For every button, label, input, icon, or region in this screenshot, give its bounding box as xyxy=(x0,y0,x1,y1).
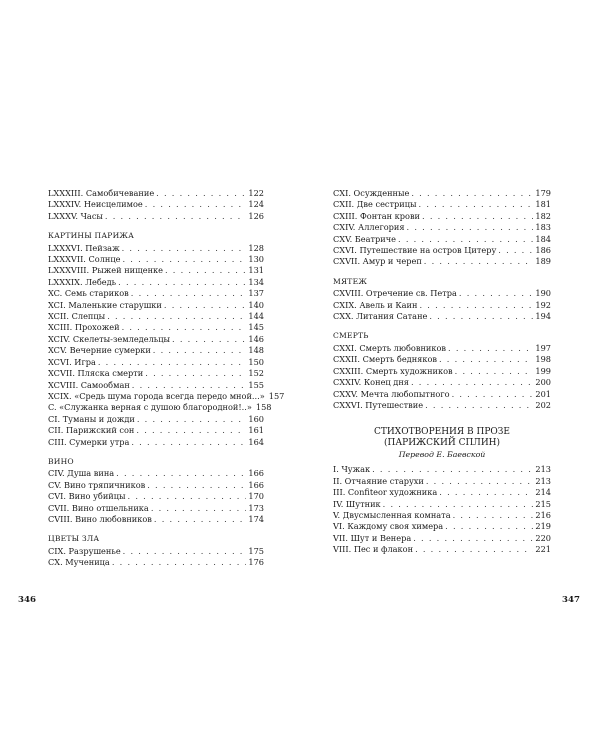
toc-leader-dots xyxy=(131,437,246,448)
toc-entry-title: LXXXIX. Лебедь xyxy=(48,276,117,287)
toc-entry xyxy=(48,288,264,299)
toc-entry-title: XCVII. Пляска смерти xyxy=(48,368,144,379)
toc-entry xyxy=(48,514,264,525)
toc-entry xyxy=(333,499,551,510)
toc-leader-dots xyxy=(455,366,534,377)
toc-leader-dots xyxy=(411,188,533,199)
toc-entry xyxy=(333,389,551,400)
toc-entry xyxy=(48,311,264,322)
toc-entry xyxy=(333,476,551,487)
toc-leader-dots xyxy=(453,510,534,521)
toc-section-heading: СМЕРТЬ xyxy=(333,331,369,341)
toc-entry xyxy=(48,425,264,436)
toc-leader-dots xyxy=(498,245,533,256)
toc-entry-title: CXIV. Аллегория xyxy=(333,222,405,233)
toc-leader-dots xyxy=(123,546,247,557)
toc-entry-page: 220 xyxy=(535,532,551,543)
toc-entry-page: 130 xyxy=(248,254,264,265)
toc-entry-title: IV. Шутник xyxy=(333,498,381,509)
toc-entry-title: XCIX. «Средь шума города всегда передо мной...» xyxy=(48,390,265,401)
toc-entry xyxy=(48,491,264,502)
toc-entry-page: 189 xyxy=(535,256,551,267)
toc-leader-dots xyxy=(145,199,247,210)
toc-entry xyxy=(333,510,551,521)
toc-entry xyxy=(333,256,551,267)
toc-leader-dots xyxy=(116,468,246,479)
toc-leader-dots xyxy=(372,464,533,475)
toc-leader-dots xyxy=(122,322,247,333)
toc-entry xyxy=(333,354,551,365)
toc-entry-title: I. Чужак xyxy=(333,464,371,475)
toc-entry-page: 161 xyxy=(248,425,264,436)
toc-entry-title: VI. Каждому своя химера xyxy=(333,521,444,532)
toc-entry xyxy=(333,234,551,245)
toc-entry xyxy=(333,343,551,354)
toc-entry-page: 174 xyxy=(248,513,264,524)
toc-entry-page: 140 xyxy=(248,299,264,310)
toc-entry-page: 124 xyxy=(248,199,264,210)
toc-entry-title: CXXIV. Конец дня xyxy=(333,377,409,388)
toc-entry-title: LXXXIII. Самобичевание xyxy=(48,188,155,198)
toc-entry-page: 190 xyxy=(535,288,551,299)
toc-entry-title: III. Confiteor художника xyxy=(333,487,438,498)
toc-section xyxy=(48,533,264,568)
toc-entry-page: 176 xyxy=(248,557,264,568)
toc-leader-dots xyxy=(118,277,246,288)
toc-leader-dots xyxy=(137,414,246,425)
toc-entry-title: CX. Мученица xyxy=(48,557,110,568)
right-page xyxy=(333,188,551,556)
toc-entry-title: XCIII. Прохожей xyxy=(48,322,120,333)
toc-entry-title: XCVIII. Самообман xyxy=(48,379,130,390)
toc-section xyxy=(333,330,551,411)
toc-entry-title: XC. Семь стариков xyxy=(48,288,129,299)
toc-entry-page: 166 xyxy=(248,479,264,490)
toc-leader-dots xyxy=(153,345,247,356)
toc-entry-title: CXVII. Амур и череп xyxy=(333,256,422,267)
toc-entry-page: 183 xyxy=(535,222,551,233)
left-page xyxy=(48,188,285,577)
toc-leader-dots xyxy=(145,368,246,379)
toc-entry-page: 175 xyxy=(248,545,264,556)
page-number-right: 347 xyxy=(562,595,580,605)
toc-entry-page: 122 xyxy=(248,188,264,198)
toc-entry-title: VII. Шут и Венера xyxy=(333,532,412,543)
toc-entry-title: CXXV. Мечта любопытного xyxy=(333,388,450,399)
toc-entry-page: 201 xyxy=(535,388,551,399)
toc-leader-dots xyxy=(154,514,246,525)
toc-leader-dots xyxy=(107,311,246,322)
toc-entry-page: 184 xyxy=(535,233,551,244)
toc-entry-page: 200 xyxy=(535,377,551,388)
toc-leader-dots xyxy=(424,256,534,267)
toc-entry-title: CXXI. Смерть любовников xyxy=(333,342,447,353)
toc-entry-page: 219 xyxy=(535,521,551,532)
toc-leader-dots xyxy=(131,288,247,299)
toc-entry-title: CXVI. Путешествие на остров Цитеру xyxy=(333,245,497,256)
toc-leader-dots xyxy=(383,499,534,510)
toc-leader-dots xyxy=(122,254,246,265)
toc-entry-title: CI. Туманы и дожди xyxy=(48,413,135,424)
toc-entry xyxy=(48,468,264,479)
toc-entry-title: CIX. Разрушенье xyxy=(48,545,121,556)
toc-leader-dots xyxy=(164,300,246,311)
prose-translator: Перевод Е. Баевской xyxy=(398,450,486,460)
prose-title-line1: СТИХОТВОРЕНИЯ В ПРОЗЕ xyxy=(374,427,510,438)
page-number-left: 346 xyxy=(18,595,36,605)
toc-entry xyxy=(48,357,264,368)
toc-entry-title: XCII. Слепцы xyxy=(48,311,106,322)
toc-entry xyxy=(333,487,551,498)
toc-entry xyxy=(333,464,551,475)
toc-leader-dots xyxy=(407,222,534,233)
toc-leader-dots xyxy=(445,521,533,532)
toc-entry xyxy=(48,546,264,557)
toc-entry-title: CXIII. Фонтан крови xyxy=(333,210,421,221)
toc-entry xyxy=(48,437,264,448)
toc-entry xyxy=(333,400,551,411)
toc-entry-page: 131 xyxy=(248,265,264,276)
toc-leader-dots xyxy=(98,357,247,368)
toc-entry-title: V. Двусмысленная комната xyxy=(333,509,451,520)
toc-entry-page: 157 xyxy=(268,390,285,401)
toc-leader-dots xyxy=(425,400,533,411)
toc-leader-dots xyxy=(165,265,246,276)
toc-entry-title: LXXXV. Часы xyxy=(48,210,103,221)
toc-leader-dots xyxy=(128,491,247,502)
toc-entry-page: 152 xyxy=(248,368,264,379)
toc-entry xyxy=(48,277,264,288)
toc-entry xyxy=(48,211,264,222)
toc-entry-page: 197 xyxy=(535,342,551,353)
toc-entry-page: 166 xyxy=(248,468,264,479)
toc-entry xyxy=(333,377,551,388)
toc-entry xyxy=(48,300,264,311)
toc-leader-dots xyxy=(112,557,247,568)
toc-entry-page: 198 xyxy=(535,354,551,365)
toc-section xyxy=(333,188,551,268)
toc-leader-dots xyxy=(422,211,533,222)
toc-entry-page: 164 xyxy=(248,436,264,447)
toc-section xyxy=(48,230,285,448)
toc-leader-dots xyxy=(448,343,533,354)
toc-entry xyxy=(48,380,264,391)
toc-entry-page: 202 xyxy=(535,399,551,410)
toc-section-heading: ВИНО xyxy=(48,456,74,466)
toc-entry-page: 216 xyxy=(535,509,551,520)
toc-leader-dots xyxy=(105,211,246,222)
toc-leader-dots xyxy=(419,300,533,311)
toc-entry xyxy=(48,322,264,333)
toc-entry-title: LXXXVI. Пейзаж xyxy=(48,242,120,253)
toc-entry-title: CIV. Душа вина xyxy=(48,468,115,479)
toc-leader-dots xyxy=(415,544,533,555)
toc-leader-dots xyxy=(419,199,534,210)
toc-entry-title: II. Отчаяние старухи xyxy=(333,475,424,486)
toc-leader-dots xyxy=(411,377,533,388)
toc-entry-page: 199 xyxy=(535,365,551,376)
toc-section xyxy=(333,276,551,323)
toc-leader-dots xyxy=(122,243,247,254)
toc-entry-page: 221 xyxy=(535,544,551,555)
toc-entry-page: 213 xyxy=(535,475,551,486)
toc-entry-page: 192 xyxy=(535,299,551,310)
toc-entry xyxy=(333,222,551,233)
toc-leader-dots xyxy=(429,311,533,322)
toc-entry xyxy=(48,254,264,265)
toc-entry-page: 150 xyxy=(248,356,264,367)
toc-entry xyxy=(333,288,551,299)
toc-entry-page: 194 xyxy=(535,311,551,322)
toc-entry xyxy=(333,199,551,210)
toc-entry xyxy=(333,311,551,322)
toc-entry xyxy=(333,245,551,256)
toc-entry-page: 213 xyxy=(535,464,551,475)
toc-entry xyxy=(48,188,264,199)
toc-entry-title: XCIV. Скелеты-земледельцы xyxy=(48,333,171,344)
toc-entry-title: CXI. Осужденные xyxy=(333,188,410,198)
toc-entry xyxy=(333,521,551,532)
toc-entry-title: CXII. Две сестрицы xyxy=(333,199,417,210)
toc-leader-dots xyxy=(151,503,247,514)
toc-entry xyxy=(48,368,264,379)
toc-entry-title: CXX. Литания Сатане xyxy=(333,311,428,322)
toc-entry-page: 144 xyxy=(248,311,264,322)
toc-entry-page: 215 xyxy=(535,498,551,509)
toc-entry-title: CXIX. Авель и Каин xyxy=(333,299,418,310)
toc-entry xyxy=(333,533,551,544)
toc-entry-title: CXXIII. Смерть художников xyxy=(333,365,453,376)
toc-leader-dots xyxy=(156,188,246,199)
toc-entry-page: 134 xyxy=(248,276,264,287)
toc-section xyxy=(48,188,264,222)
toc-entry-page: 214 xyxy=(535,487,551,498)
toc-entry-title: VIII. Пес и флакон xyxy=(333,544,414,555)
toc-entry xyxy=(333,544,551,555)
toc-entry xyxy=(333,211,551,222)
toc-entry xyxy=(48,265,264,276)
toc-entry-page: 182 xyxy=(535,210,551,221)
toc-entry xyxy=(48,402,272,413)
toc-entry-page: 145 xyxy=(248,322,264,333)
toc-leader-dots xyxy=(413,533,533,544)
toc-entry-title: CXVIII. Отречение св. Петра xyxy=(333,288,457,299)
toc-entry xyxy=(333,300,551,311)
toc-entry xyxy=(333,188,551,199)
toc-entry xyxy=(48,390,285,402)
toc-entry xyxy=(48,557,264,568)
toc-entry-page: 160 xyxy=(248,413,264,424)
toc-entry-title: CVII. Вино отшельника xyxy=(48,502,149,513)
toc-entry-page: 181 xyxy=(535,199,551,210)
toc-entry-title: CVIII. Вино любовников xyxy=(48,513,152,524)
toc-entry-title: XCV. Вечерние сумерки xyxy=(48,345,151,356)
toc-section-heading: ЦВЕТЫ ЗЛА xyxy=(48,534,100,544)
toc-leader-dots xyxy=(439,487,533,498)
toc-leader-dots xyxy=(398,234,533,245)
toc-section xyxy=(48,456,264,525)
toc-entry-title: XCVI. Игра xyxy=(48,356,96,367)
toc-entry xyxy=(48,503,264,514)
toc-section-heading: КАРТИНЫ ПАРИЖА xyxy=(48,231,135,241)
toc-entry-title: LXXXIV. Неисцелимое xyxy=(48,199,143,210)
toc-entry-title: LXXXVII. Солнце xyxy=(48,254,121,265)
prose-section-title xyxy=(333,427,551,449)
toc-entry-title: CVI. Вино убийцы xyxy=(48,491,126,502)
toc-leader-dots xyxy=(426,476,533,487)
toc-entry-page: 179 xyxy=(535,188,551,198)
toc-section-heading: МЯТЕЖ xyxy=(333,276,368,286)
toc-entry-page: 146 xyxy=(248,333,264,344)
toc-entry xyxy=(48,414,264,425)
prose-title-line2: (ПАРИЖСКИЙ СПЛИН) xyxy=(383,438,501,449)
toc-entry-page: 155 xyxy=(248,379,264,390)
toc-leader-dots xyxy=(132,380,247,391)
toc-entry-page: 148 xyxy=(248,345,264,356)
toc-entry-page: 128 xyxy=(248,242,264,253)
toc-entry xyxy=(48,243,264,254)
toc-entry xyxy=(333,366,551,377)
toc-entry xyxy=(48,480,264,491)
toc-entry-title: CII. Парижский сон xyxy=(48,425,135,436)
toc-leader-dots xyxy=(439,354,533,365)
toc-leader-dots xyxy=(147,480,246,491)
toc-entry-page: 158 xyxy=(255,402,272,413)
toc-entry-title: LXXXVIII. Рыжей нищенке xyxy=(48,265,163,276)
toc-leader-dots xyxy=(172,334,246,345)
toc-leader-dots xyxy=(136,425,246,436)
toc-leader-dots xyxy=(452,389,534,400)
toc-entry-title: XCI. Маленькие старушки xyxy=(48,299,162,310)
toc-entry-title: CXXII. Смерть бедняков xyxy=(333,354,437,365)
toc-entry-title: CXV. Беатриче xyxy=(333,233,397,244)
toc-entry xyxy=(48,199,264,210)
toc-entry-title: CV. Вино тряпичников xyxy=(48,479,146,490)
toc-entry-page: 173 xyxy=(248,502,264,513)
toc-entry-page: 126 xyxy=(248,210,264,221)
toc-leader-dots xyxy=(459,288,533,299)
toc-entry xyxy=(48,334,264,345)
toc-entry-title: CIII. Сумерки утра xyxy=(48,436,130,447)
toc-entry-title: C. «Служанка верная с душою благородной!..» xyxy=(48,402,252,413)
toc-entry xyxy=(48,345,264,356)
toc-entry-title: CXXVI. Путешествие xyxy=(333,399,424,410)
toc-entry-page: 186 xyxy=(535,245,551,256)
toc-entry-page: 170 xyxy=(248,491,264,502)
toc-entry-page: 137 xyxy=(248,288,264,299)
